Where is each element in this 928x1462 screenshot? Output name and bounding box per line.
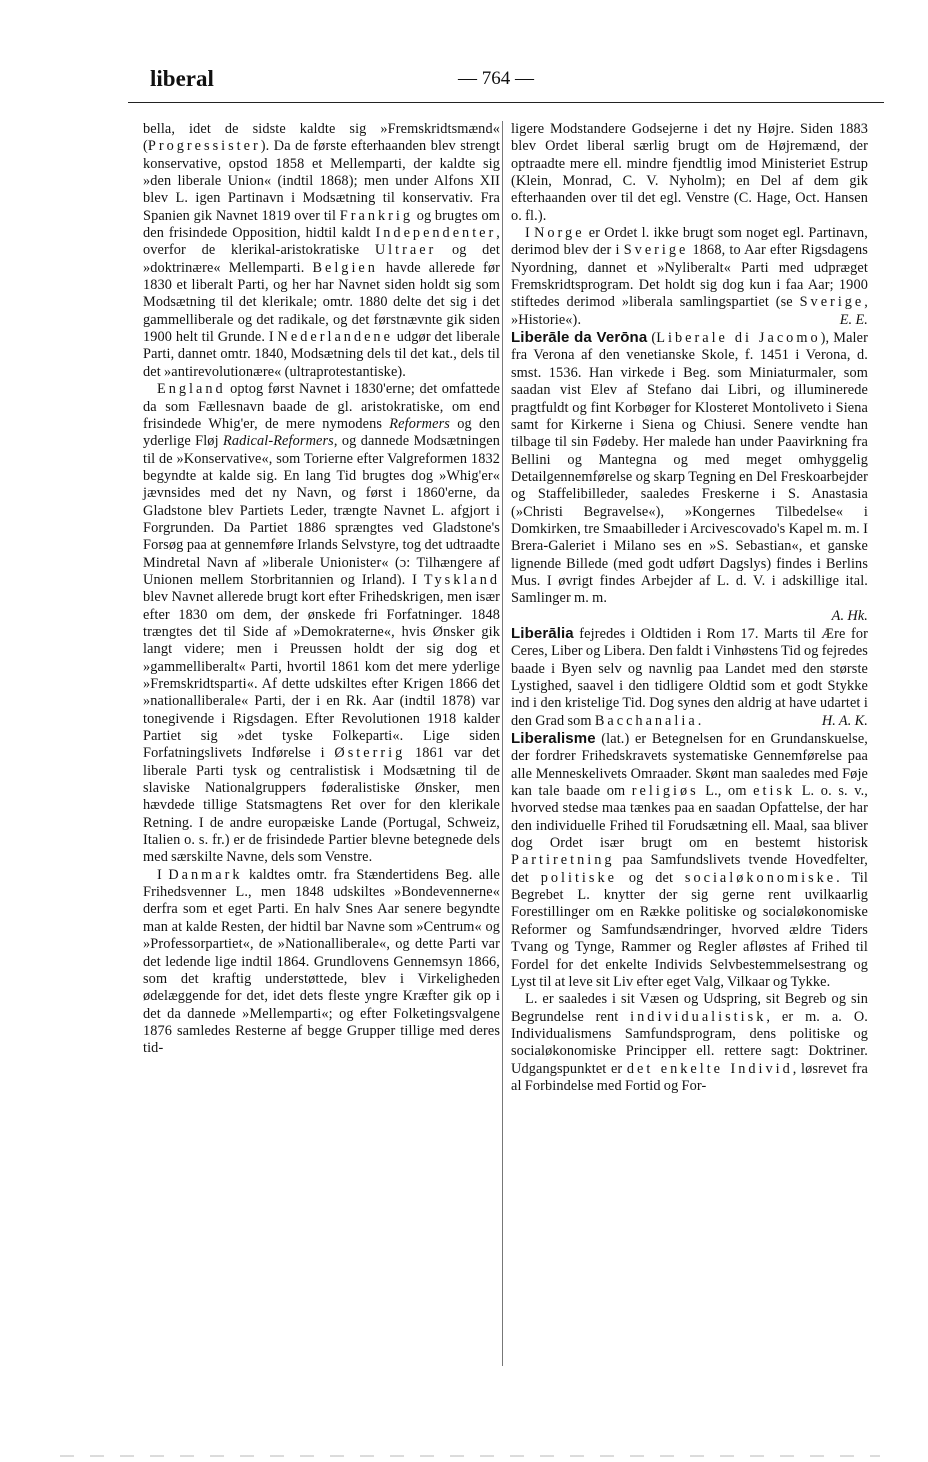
page-header — [128, 56, 884, 103]
entry-liberalia: Liberālia fejredes i Oldtiden i Rom 17. Marts til Ære for Ceres, Liber og Libera. Den faldt i Vinhøstens Tid og fejredes baade i Byen selv og navnlig paa Landet med den største Lystighed, saavel i den tidligere Oldtid som et godt Stykke ind i den kristelige Tid. Dog synes den aldrig at have udartet i den Grad som Bacchanalia. H. A. K. — [511, 624, 868, 729]
signature: H. A. K. — [821, 712, 868, 729]
catchword: liberal — [150, 66, 214, 91]
signature: A. Hk. — [831, 607, 868, 624]
scan-artifact — [60, 1455, 880, 1457]
column-divider — [502, 121, 503, 1366]
entry-liberalisme: Liberalisme (lat.) er Betegnelsen for en Grundanskuelse, der fordrer Frihedskravets systematiske Gennemførelse paa alle Menneskelivets Omraader. Skønt man saaledes med Føje kan tale baade om religiøs L., om etisk L. o. s. v., hvorved stedse maa tænkes paa en saadan Opfattelse, der har den individuelle Frihed til Forudsætning ell. Maal, saa bliver dog Ordet især brugt om en bestemt historisk Partiretning paa Samfundslivets tvende Hovedfelter, det politiske og det socialøkonomiske. Til Begrebet L. knytter der sig gerne rent uvilkaarlig Forestillinger om en Række politiske og socialøkonomiske Reformer og Samfundsændringer, hvorved ældre Tiders Tvang og Tynge, Rammer og Regler afløstes af Frihed til Fordel for det enkelte Individs Selvbestemmelsestrang og Lyst til at leve sit Liv efter eget Valg, Vilkaar og Tykke. — [511, 730, 868, 990]
paragraph-denmark-cont: ligere Modstandere Godsejerne i det ny Højre. Siden 1883 blev Ordet liberal særlig brugt om de Højremænd, der optraadte mere ell. mindre fjendtlig imod Ministeriet Estrup (Klein, Monrad, C. V. Nyholm); en Del af dem gik efterhaanden over til det egl. Venstre (C. Hage, Oct. Hansen o. fl.). — [511, 121, 868, 224]
right-column — [511, 121, 868, 1095]
paragraph-denmark: I Danmark kaldtes omtr. fra Stændertidens Beg. alle Frihedsvenner L., men 1848 udskiltes »Bondevennerne« derfra som et eget Parti. En halv Snes Aar senere begyndte man at kalde Resten, der hidtil bar Navne som »Centrum« og »Professorpartiet«, de »Nationalliberale«, og dette Parti var det ledende lige indtil 1864. Grundlovens Gennemsyn 1866, som det kraftig understøttede, blev i Virkeligheden ødelæggende for det, idet dets fleste yngre Kræfter gik op i det da dannede »Mellemparti«; og efter Folketingsvalgene 1876 samledes Resterne af begge Grupper tillige med deres tid- — [143, 866, 501, 1057]
headword: Liberālia — [511, 624, 574, 642]
page-number: — 764 — — [458, 68, 534, 89]
paragraph-england-germany: England optog først Navnet i 1830'erne; det omfattede da som Fællesnavn baade de gl. aristokratiske, om end frisindede Whig'er, de mere nymodens Reformers og den yderlige Fløj Radical-Reformers, og dannede Modsætningen til de »Konservative«, som Torierne efter Valgreformen 1832 begyndte at kalde sig. En lang Tid brugtes dog »Whig'er« jævnsides med det ny Navn, og først i 1860'erne, da Gladstone blev Partiets Leder, trængte Navnet L. afgjort i Forgrunden. Da Partiet 1886 sprængtes ved Gladstone's Forsøg paa at gennemføre Irlands Selvstyre, tog det udtraadte Mindretal Navn af »liberale Unionister« (ɔ: Tilhængere af Unionen mellem Storbritannien og Irland). I Tyskland blev Navnet allerede brugt kort efter Frihedskrigen, men især efter 1830 om dem, der ønskede fri Forfatninger. 1848 trængtes det til Side af »Demokraterne«, hvis Ønsker gik langt videre; men i Preussen holdt der sig dog et »gammelliberalt« Parti, hvortil 1861 kom det mere yderlige »Fremskridtsparti«. Af dette udskiltes efter Krigen 1866 det »nationalliberale« Parti, der i en Rk. Aar (indtil 1878) var tonegivende i Rigsdagen. Efter Revolutionen 1918 kalder Partiet sig »det tyske Folkeparti«. Lige siden Forfatningslivets Indførelse i Østerrig 1861 var det liberale Parti tysk og centralistisk i Modsætning til de slaviske Nationalgruppers føderalistiske Ønsker, men hævdede tillige Statsmagtens Ret over for den klerikale Retning. I de andre europæiske Lande (Portugal, Schweiz, Italien o. s. fr.) er de frisindede Partier blevne betegnede dels med særskilte Navne, dels som Venstre. — [143, 381, 501, 866]
entry-liberale-da-verona: Liberāle da Verōna (Liberale di Jacomo), Maler fra Verona af den venetianske Skole, f. 1451 i Verona, d. smst. 1536. Han virkede i Beg. som Miniaturmaler, som saadan vist Elev af Stefano dai Libri, og illuminerede pragtfuldt og fint Korbøger for Klosteret Montoliveto i Siena samt for Kirkerne i Siena og Chiusi. Senere vendte han tilbage til sin Fødeby. Her malede han under Paavirkning fra Bellini og Mantegna og med meget omhyggelig Detailgennemførelse og skarp Tegning en Del Freskoarbejder og Staffelibilleder, saaledes Freskerne i S. Anastasia (»Christi Begravelse«), »Kongernes Tilbedelse« i Domkirken, tre Smaabilleder i Arcivescovado's Kapel m. m. I Brera-Galeriet i Milano ses en »S. Sebastian«, et ganske lignende Billede (med godt udført Dagslys) findes i Berlins Mus. I øvrigt findes Arbejder af L. d. V. i adskillige ital. Samlinger m. m. A. Hk. — [511, 329, 868, 624]
paragraph-norway-sweden: I Norge er Ordet l. ikke brugt som noget egl. Partinavn, derimod blev der i Sverige 1868, to Aar efter Rigsdagens Nyordning, dannet et »Nyliberalt« Parti med udpræget Fremskridtsprogram. Det holdt sig dog kun i faa Aar; 1900 stiftedes derimod »liberala samlingspartiet (se Sverige, »Historie«). E. E. — [511, 225, 868, 328]
paragraph-spain-france-belgium: bella, idet de sidste kaldte sig »Fremskridtsmænd« (Progressister). Da de første efterhaanden blev strengt konservative, opstod 1858 et Mellemparti, der kaldte sig »den liberale Union« (indtil 1868); men under Alfons XII blev L. igen Partinavn i Modsætning til konservativ. Fra Spanien gik Navnet 1819 over til Frankrig og brugtes om den frisindede Opposition, hidtil kaldt Independenter, overfor de klerikal-aristokratiske Ultraer og det »doktrinære« Mellemparti. Belgien havde allerede før 1830 et liberalt Parti, og her har Navnet siden holdt sig som Modsætning til det klerikale; omtr. 1880 delte det sig i det gammelliberale og det radikale, og det førstnævnte gik siden 1900 helt til Grunde. I Nederlandene udgør det liberale Parti, dannet omtr. 1840, Modsætning dels til det kat., dels til det »antirevolutionære« (ultraprotestantiske). — [143, 121, 501, 380]
headword: Liberāle da Verōna — [511, 329, 648, 347]
left-column — [143, 121, 500, 1058]
headword: Liberalisme — [511, 730, 596, 748]
signature: E. E. — [839, 311, 868, 328]
paragraph-liberalisme-cont: L. er saaledes i sit Væsen og Udspring, sit Begreb og sin Begrundelse rent individualistisk, er m. a. O. Individualismens Samfundsprogram, dens politiske og socialøkonomiske Principper ell. rettere sagt: Doktriner. Udgangspunktet er det enkelte Individ, løsrevet fra al Forbindelse med Fortid og For- — [511, 991, 868, 1094]
